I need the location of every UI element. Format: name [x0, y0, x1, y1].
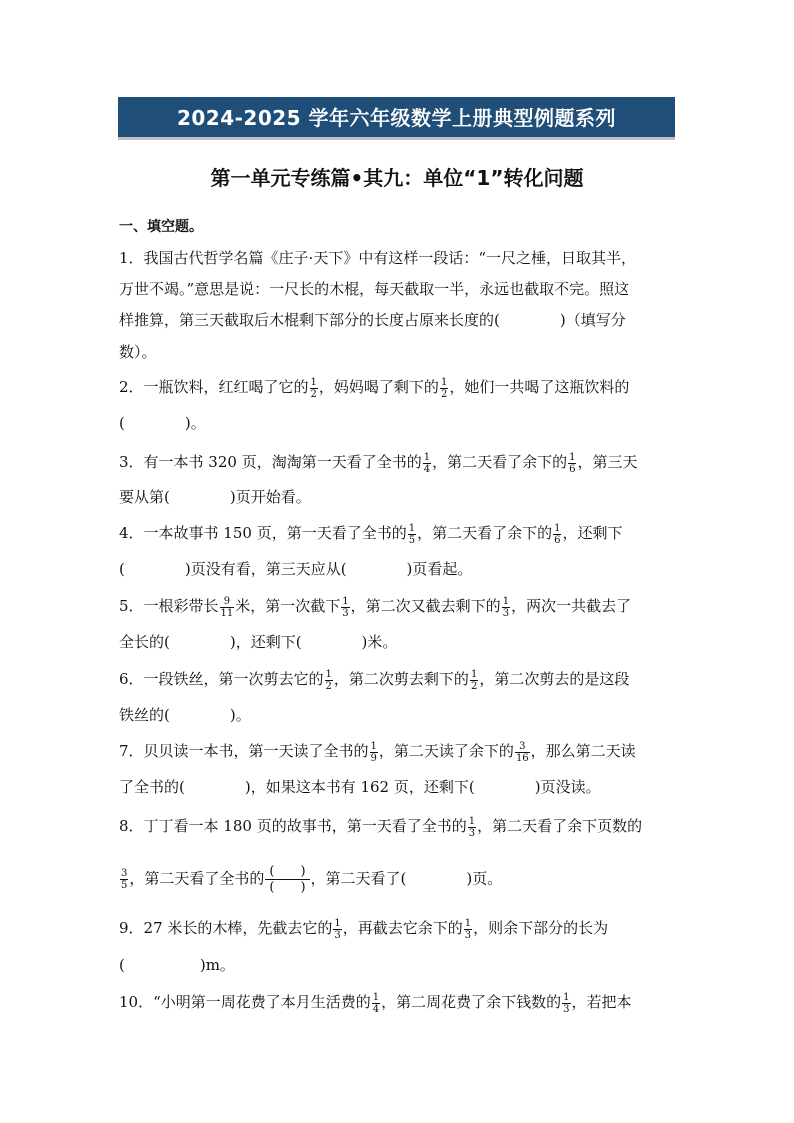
fraction-three-fifths: $\frac{3}{5}$	[121, 868, 128, 891]
fraction-one-half: $\frac{1}{2}$	[325, 668, 332, 692]
text-segment: 10．“小明第一周花费了本月生活费的	[119, 993, 371, 1011]
fraction-one-quarter: $\frac{1}{4}$	[423, 451, 431, 475]
text-segment: 3．有一本书 320 页，淘淘第一天看了全书的	[119, 453, 422, 471]
fraction-one-sixth: $\frac{1}{6}$	[569, 451, 576, 475]
text-segment: ，若把本	[571, 993, 632, 1011]
question-7-line-1	[119, 740, 636, 764]
fraction-one-quarter: $\frac{1}{4}$	[372, 991, 380, 1015]
question-2-line-2: ( )。	[119, 414, 206, 432]
question-3-line-1	[119, 451, 638, 475]
question-1-line-2: 万世不竭。”意思是说：一尺长的木棍，每天截取一半，永远也截取不完。照这	[119, 280, 630, 298]
text-segment: ，第二天读了余下的	[378, 742, 514, 760]
section-heading: 一、填空题。	[119, 219, 203, 235]
question-8-line-2	[119, 864, 502, 895]
question-1-line-4: 数）。	[119, 343, 157, 361]
fraction-one-ninth: $\frac{1}{9}$	[370, 740, 377, 764]
question-3-line-2: 要从第( )页开始看。	[119, 488, 311, 506]
text-segment: 6．一段铁丝，第一次剪去它的	[119, 670, 324, 688]
fraction-one-third: $\frac{1}{3}$	[563, 991, 570, 1015]
text-segment: ，她们一共喝了这瓶饮料的	[449, 378, 630, 396]
text-segment: ，则余下部分的长为	[473, 919, 609, 937]
fraction-one-sixth: $\frac{1}{6}$	[554, 522, 561, 546]
text-segment: ，那么第二天读	[530, 742, 636, 760]
blank-fraction-answer[interactable]: $\frac{( )}{( )}$	[265, 864, 309, 895]
question-4-line-1	[119, 522, 623, 546]
fraction-one-third: $\frac{1}{3}$	[464, 917, 472, 941]
question-1-line-3: 样推算，第三天截取后木棍剩下部分的长度占原来长度的( )（填写分	[119, 311, 626, 329]
fraction-one-third: $\frac{1}{3}$	[502, 595, 510, 619]
fraction-one-half: $\frac{1}{2}$	[440, 376, 448, 400]
text-segment: 4．一本故事书 150 页，第一天看了全书的	[119, 524, 407, 542]
question-8-line-1	[119, 815, 642, 839]
text-segment: 9．27 米长的木棒，先截去它的	[119, 919, 333, 937]
text-segment: ，第二次又截去剩下的	[350, 597, 501, 615]
fraction-one-fifth: $\frac{1}{5}$	[408, 522, 416, 546]
text-segment: ，第二天看了全书的	[129, 869, 265, 888]
question-5-line-2: 全长的( )，还剩下( )米。	[119, 633, 398, 651]
text-segment: 7．贝贝读一本书，第一天读了全书的	[119, 742, 369, 760]
text-segment: ，第二天看了余下的	[417, 524, 553, 542]
text-segment: ，第二次剪去剩下的	[333, 670, 469, 688]
text-segment: 5．一根彩带长	[119, 597, 219, 615]
question-2-line-1	[119, 376, 629, 400]
text-segment: ，第二次剪去的是这段	[479, 670, 630, 688]
question-6-line-2: 铁丝的( )。	[119, 706, 251, 724]
fraction-one-half: $\frac{1}{2}$	[310, 376, 317, 400]
fraction-one-half: $\frac{1}{2}$	[470, 668, 478, 692]
text-segment: ，再截去它余下的	[342, 919, 463, 937]
fraction-one-third: $\frac{1}{3}$	[334, 917, 341, 941]
fraction-one-third: $\frac{1}{3}$	[468, 815, 476, 839]
question-9-line-1	[119, 917, 608, 941]
question-6-line-1	[119, 668, 629, 692]
text-segment: ，两次一共截去了	[511, 597, 632, 615]
text-segment: ，第二天看了( )页。	[310, 869, 503, 888]
fraction-three-sixteenths: $\frac{3}{16}$	[515, 740, 529, 764]
fraction-nine-elevenths: $\frac{9}{11}$	[220, 595, 234, 619]
text-segment: 米，第一次截下	[235, 597, 341, 615]
question-7-line-2: 了全书的( )，如果这本书有 162 页，还剩下( )页没读。	[119, 778, 601, 796]
unit-subtitle: 第一单元专练篇•其九：单位“1”转化问题	[210, 166, 584, 190]
series-title-banner: 2024-2025 学年六年级数学上册典型例题系列	[118, 97, 675, 140]
fraction-one-third: $\frac{1}{3}$	[342, 595, 349, 619]
text-segment: ，第三天	[577, 453, 638, 471]
question-9-line-2: ( )m。	[119, 956, 235, 974]
question-4-line-2: ( )页没有看，第三天应从( )页看起。	[119, 560, 473, 578]
question-1-line-1: 1．我国古代哲学名篇《庄子·天下》中有这样一段话：“一尺之棰，日取其半，	[119, 249, 636, 267]
text-segment: ，第二周花费了余下钱数的	[381, 993, 562, 1011]
text-segment: ，妈妈喝了剩下的	[318, 378, 439, 396]
text-segment: ，第二天看了余下的	[432, 453, 568, 471]
question-10-line-1	[119, 991, 632, 1015]
question-5-line-1	[119, 595, 631, 619]
text-segment: ，还剩下	[562, 524, 623, 542]
text-segment: 8．丁丁看一本 180 页的故事书，第一天看了全书的	[119, 817, 467, 835]
text-segment: 2．一瓶饮料，红红喝了它的	[119, 378, 309, 396]
text-segment: ，第二天看了余下页数的	[477, 817, 643, 835]
